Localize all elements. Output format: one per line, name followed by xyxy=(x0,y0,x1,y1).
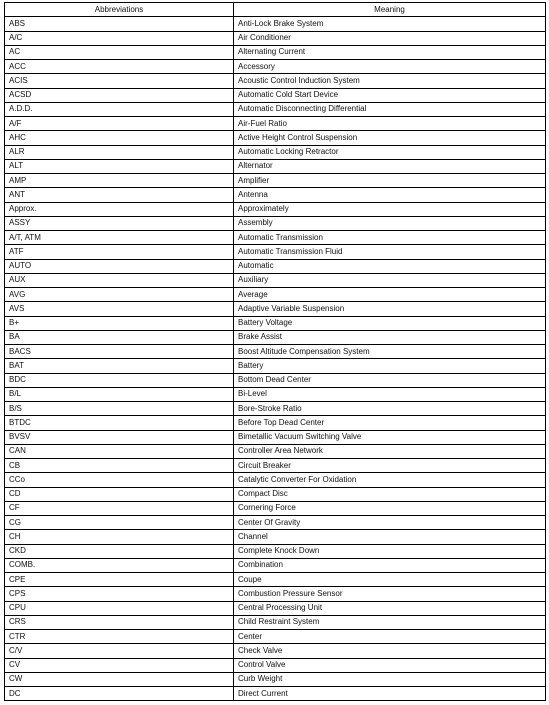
abbreviation-cell: CD xyxy=(5,487,234,501)
meaning-cell: Coupe xyxy=(234,573,546,587)
table-row xyxy=(5,658,546,672)
table-row xyxy=(5,117,546,131)
table-header xyxy=(5,3,546,17)
abbreviation-cell: AC xyxy=(5,45,234,59)
abbreviation-cell: AUX xyxy=(5,273,234,287)
table-row xyxy=(5,17,546,31)
abbreviation-cell: ACIS xyxy=(5,74,234,88)
meaning-cell: Boost Altitude Compensation System xyxy=(234,345,546,359)
abbreviation-cell: AMP xyxy=(5,174,234,188)
abbreviation-cell: AVG xyxy=(5,288,234,302)
meaning-cell: Automatic xyxy=(234,259,546,273)
table-row xyxy=(5,487,546,501)
abbreviation-cell: A.D.D. xyxy=(5,102,234,116)
meaning-cell: Anti-Lock Brake System xyxy=(234,17,546,31)
meaning-cell: Battery xyxy=(234,359,546,373)
meaning-cell: Center xyxy=(234,630,546,644)
table-row xyxy=(5,444,546,458)
abbreviation-cell: BA xyxy=(5,330,234,344)
abbreviation-cell: ACSD xyxy=(5,88,234,102)
table-row xyxy=(5,131,546,145)
abbreviation-cell: DC xyxy=(5,687,234,701)
meaning-cell: Acoustic Control Induction System xyxy=(234,74,546,88)
meaning-cell: Assembly xyxy=(234,216,546,230)
abbreviation-cell: CRS xyxy=(5,615,234,629)
abbreviation-cell: CV xyxy=(5,658,234,672)
table-row xyxy=(5,573,546,587)
table-row xyxy=(5,188,546,202)
meaning-cell: Brake Assist xyxy=(234,330,546,344)
abbreviation-cell: CCo xyxy=(5,473,234,487)
abbreviation-cell: ANT xyxy=(5,188,234,202)
table-row xyxy=(5,459,546,473)
meaning-cell: Adaptive Variable Suspension xyxy=(234,302,546,316)
meaning-cell: Complete Knock Down xyxy=(234,544,546,558)
table-row xyxy=(5,644,546,658)
header-row xyxy=(5,3,546,17)
table-row xyxy=(5,288,546,302)
meaning-cell: Automatic Disconnecting Differential xyxy=(234,102,546,116)
meaning-cell: Controller Area Network xyxy=(234,444,546,458)
table-row xyxy=(5,501,546,515)
table-row xyxy=(5,74,546,88)
table-row xyxy=(5,430,546,444)
abbreviation-cell: CF xyxy=(5,501,234,515)
abbreviation-cell: CPE xyxy=(5,573,234,587)
meaning-cell: Bimetallic Vacuum Switching Valve xyxy=(234,430,546,444)
table-row xyxy=(5,202,546,216)
abbreviation-cell: COMB. xyxy=(5,558,234,572)
meaning-cell: Child Restraint System xyxy=(234,615,546,629)
meaning-cell: Check Valve xyxy=(234,644,546,658)
meaning-cell: Control Valve xyxy=(234,658,546,672)
table-row xyxy=(5,473,546,487)
abbreviation-cell: A/T, ATM xyxy=(5,231,234,245)
meaning-cell: Approximately xyxy=(234,202,546,216)
meaning-cell: Automatic Transmission Fluid xyxy=(234,245,546,259)
meaning-cell: Auxiliary xyxy=(234,273,546,287)
abbreviations-table xyxy=(4,2,546,701)
meaning-cell: Combination xyxy=(234,558,546,572)
table-row xyxy=(5,88,546,102)
meaning-cell: Accessory xyxy=(234,60,546,74)
abbreviation-cell: AVS xyxy=(5,302,234,316)
table-row xyxy=(5,231,546,245)
abbreviation-cell: CAN xyxy=(5,444,234,458)
meaning-cell: Direct Current xyxy=(234,687,546,701)
table-row xyxy=(5,402,546,416)
table-row xyxy=(5,45,546,59)
table-row xyxy=(5,245,546,259)
table-row xyxy=(5,558,546,572)
meaning-cell: Before Top Dead Center xyxy=(234,416,546,430)
table-row xyxy=(5,516,546,530)
abbreviation-cell: CB xyxy=(5,459,234,473)
abbreviation-cell: BAT xyxy=(5,359,234,373)
meaning-cell: Alternator xyxy=(234,159,546,173)
meaning-cell: Center Of Gravity xyxy=(234,516,546,530)
abbreviation-cell: CW xyxy=(5,672,234,686)
abbreviation-cell: C/V xyxy=(5,644,234,658)
table-row xyxy=(5,530,546,544)
table-row xyxy=(5,373,546,387)
meaning-cell: Automatic Transmission xyxy=(234,231,546,245)
abbreviation-cell: ABS xyxy=(5,17,234,31)
table-row xyxy=(5,316,546,330)
table-row xyxy=(5,60,546,74)
table-row xyxy=(5,687,546,701)
table-row xyxy=(5,302,546,316)
table-row xyxy=(5,345,546,359)
header-meaning: Meaning xyxy=(234,3,546,17)
table-row xyxy=(5,416,546,430)
table-row xyxy=(5,359,546,373)
abbreviation-cell: AHC xyxy=(5,131,234,145)
abbreviation-cell: Approx. xyxy=(5,202,234,216)
abbreviation-cell: BVSV xyxy=(5,430,234,444)
table-row xyxy=(5,330,546,344)
table-row xyxy=(5,630,546,644)
meaning-cell: Cornering Force xyxy=(234,501,546,515)
meaning-cell: Air Conditioner xyxy=(234,31,546,45)
table-row xyxy=(5,387,546,401)
abbreviation-cell: ALR xyxy=(5,145,234,159)
meaning-cell: Catalytic Converter For Oxidation xyxy=(234,473,546,487)
meaning-cell: Automatic Cold Start Device xyxy=(234,88,546,102)
abbreviation-cell: B+ xyxy=(5,316,234,330)
table-row xyxy=(5,159,546,173)
meaning-cell: Bi-Level xyxy=(234,387,546,401)
table-row xyxy=(5,31,546,45)
abbreviation-cell: CPU xyxy=(5,601,234,615)
table-row xyxy=(5,259,546,273)
abbreviation-cell: A/F xyxy=(5,117,234,131)
abbreviation-cell: CPS xyxy=(5,587,234,601)
meaning-cell: Air-Fuel Ratio xyxy=(234,117,546,131)
meaning-cell: Battery Voltage xyxy=(234,316,546,330)
meaning-cell: Curb Weight xyxy=(234,672,546,686)
meaning-cell: Bore-Stroke Ratio xyxy=(234,402,546,416)
abbreviation-cell: A/C xyxy=(5,31,234,45)
abbreviation-cell: CH xyxy=(5,530,234,544)
meaning-cell: Channel xyxy=(234,530,546,544)
table-row xyxy=(5,273,546,287)
table-row xyxy=(5,672,546,686)
meaning-cell: Alternating Current xyxy=(234,45,546,59)
meaning-cell: Bottom Dead Center xyxy=(234,373,546,387)
meaning-cell: Amplifier xyxy=(234,174,546,188)
table-body xyxy=(5,17,546,701)
meaning-cell: Active Height Control Suspension xyxy=(234,131,546,145)
meaning-cell: Combustion Pressure Sensor xyxy=(234,587,546,601)
abbreviation-cell: ALT xyxy=(5,159,234,173)
meaning-cell: Compact Disc xyxy=(234,487,546,501)
abbreviation-cell: AUTO xyxy=(5,259,234,273)
meaning-cell: Automatic Locking Retractor xyxy=(234,145,546,159)
table-row xyxy=(5,587,546,601)
meaning-cell: Antenna xyxy=(234,188,546,202)
abbreviation-cell: B/S xyxy=(5,402,234,416)
header-abbreviations: Abbreviations xyxy=(5,3,234,17)
abbreviation-cell: ASSY xyxy=(5,216,234,230)
abbreviation-cell: BTDC xyxy=(5,416,234,430)
abbreviation-cell: ATF xyxy=(5,245,234,259)
abbreviation-cell: CKD xyxy=(5,544,234,558)
table-row xyxy=(5,615,546,629)
table-row xyxy=(5,174,546,188)
abbreviation-cell: CG xyxy=(5,516,234,530)
abbreviation-cell: B/L xyxy=(5,387,234,401)
meaning-cell: Central Processing Unit xyxy=(234,601,546,615)
abbreviation-cell: ACC xyxy=(5,60,234,74)
abbreviation-cell: BDC xyxy=(5,373,234,387)
abbreviation-cell: CTR xyxy=(5,630,234,644)
table-row xyxy=(5,102,546,116)
table-row xyxy=(5,544,546,558)
abbreviation-cell: BACS xyxy=(5,345,234,359)
meaning-cell: Circuit Breaker xyxy=(234,459,546,473)
table-row xyxy=(5,601,546,615)
table-row xyxy=(5,216,546,230)
meaning-cell: Average xyxy=(234,288,546,302)
table-row xyxy=(5,145,546,159)
